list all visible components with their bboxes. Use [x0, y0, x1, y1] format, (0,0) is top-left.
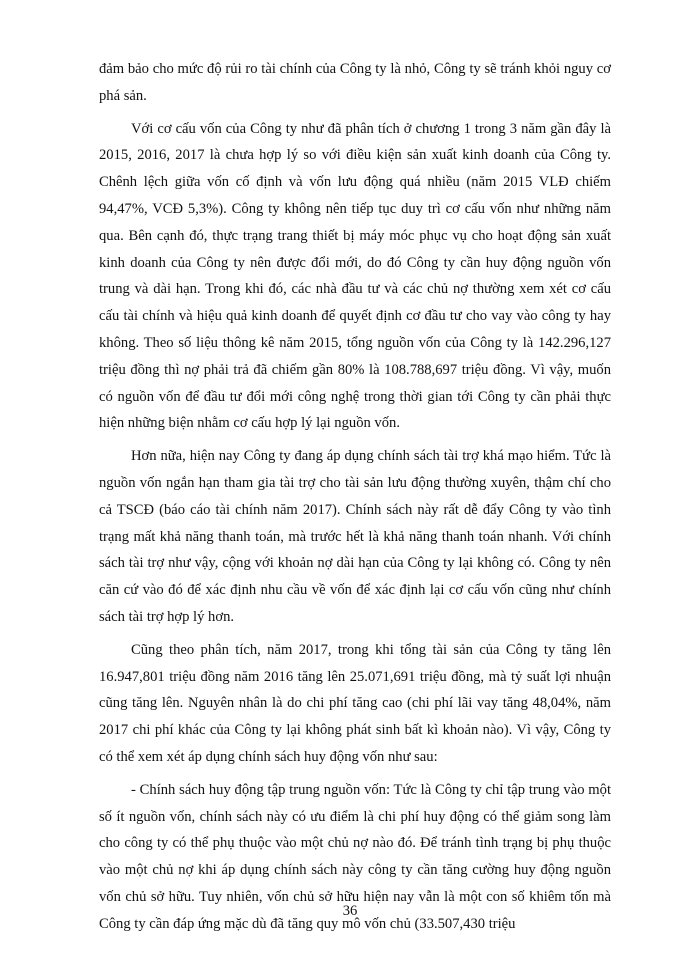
paragraph-capital-structure: Với cơ cấu vốn của Công ty như đã phân tích ở chương 1 trong 3 năm gần đây là 2015, 2016, 2017 là chưa hợp lý so với điều kiện sản xuất kinh doanh của Công ty. Chênh lệch giữa vốn cố định và vốn lưu động quá nhiều (năm 2015 VLĐ chiếm 94,47%, VCĐ 5,3%). Công ty không nên tiếp tục duy trì cơ cấu vốn như những năm qua. Bên cạnh đó, thực trạng trang thiết bị máy móc phục vụ cho hoạt động sản xuất kinh doanh của Công ty nên được đổi mới, do đó Công ty cần huy động nguồn vốn trung và dài hạn. Trong khi đó, các nhà đầu tư và các chủ nợ thường xem xét cơ cấu cấu tài chính và hiệu quả kinh doanh để quyết định cơ đầu tư cho vay vào công ty hay không. Theo số liệu thông kê năm 2015, tổng nguồn vốn của Công ty là 142.296,127 triệu đồng thì nợ phải trả đã chiếm gần 80% là 108.788,697 triệu đồng. Vì vậy, muốn có nguồn vốn để đầu tư đổi mới công nghệ trong thời gian tới Công ty cần phải thực hiện những biện nhằm cơ cấu hợp lý lại nguồn vốn.: [99, 120, 611, 432]
document-body: [99, 56, 611, 938]
page-number: 36: [342, 903, 358, 919]
paragraph-concentrated-policy: - Chính sách huy động tập trung nguồn vốn: Tức là Công ty chỉ tập trung vào một số ít nguồn vốn, chính sách này có ưu điểm là chi phí huy động có thể giảm song làm cho công ty có thể phụ thuộc vào một chủ nợ nào đó. Để tránh tình trạng bị phụ thuộc vào một chủ nợ khi áp dụng chính sách này công ty cần tăng cường huy động nguồn vốn chủ sở hữu. Tuy nhiên, vốn chủ sở hữu hiện nay vẫn là một con số khiêm tốn mà Công ty cần đáp ứng mặc dù đã tăng quy mô vốn chủ (33.507,430 triệu: [99, 781, 611, 932]
paragraph-financing-policy: Hơn nữa, hiện nay Công ty đang áp dụng chính sách tài trợ khá mạo hiểm. Tức là nguồn vốn ngắn hạn tham gia tài trợ cho tài sản lưu động thường xuyên, thậm chí cho cả TSCĐ (báo cáo tài chính năm 2017). Chính sách này rất dễ đẩy Công ty vào tình trạng mất khả năng thanh toán, mà trước hết là khả năng thanh toán nhanh. Với chính sách tài trợ như vậy, cộng với khoản nợ dài hạn của Công ty lại không có. Công ty nên căn cứ vào đó để xác định nhu cầu về vốn để xác định lại cơ cấu vốn cũng như chính sách tài trợ hợp lý hơn.: [99, 448, 611, 625]
paragraph-analysis-2017: Cũng theo phân tích, năm 2017, trong khi tổng tài sản của Công ty tăng lên 16.947,801 triệu đồng năm 2016 tăng lên 25.071,691 triệu đồng, mà tỷ suất lợi nhuận cũng tăng lên. Nguyên nhân là do chi phí tăng cao (chi phí lãi vay tăng 48,04%, năm 2017 chi phí khác của Công ty lại không phát sinh bất kì khoản nào). Vì vậy, Công ty có thể xem xét áp dụng chính sách huy động vốn như sau:: [99, 641, 611, 765]
paragraph-continuation: đảm bảo cho mức độ rủi ro tài chính của Công ty là nhỏ, Công ty sẽ tránh khỏi nguy cơ phá sản.: [99, 61, 611, 104]
